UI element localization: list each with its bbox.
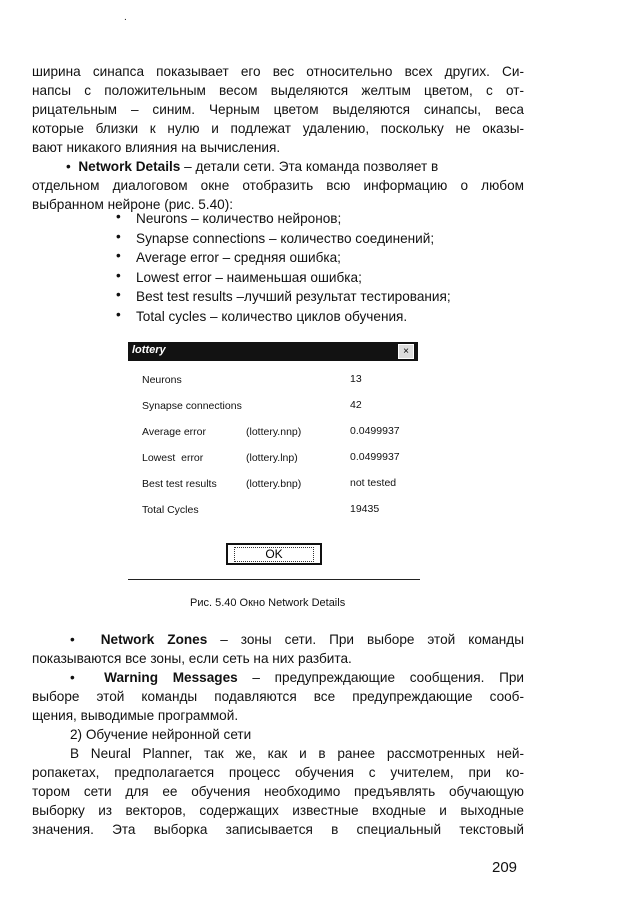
term-network-details: Network Details (78, 159, 181, 174)
best-test-results-label: Best test results (142, 478, 217, 490)
bullet-glyph: • (70, 632, 75, 647)
bullet-glyph: • (66, 159, 71, 174)
dialog-bottom-edge (128, 579, 420, 580)
bullet-warning-messages (70, 668, 524, 687)
bullet-dot: • (116, 268, 121, 283)
paragraph-line: тором сети для ее обучения необходимо предъявлять обучающую (32, 784, 524, 799)
bullet-network-details (66, 157, 438, 176)
term-description: – зоны сети. При выборе этой команды (207, 632, 524, 647)
ok-button-label: OK (234, 547, 313, 562)
network-details-dialog (128, 342, 420, 582)
neurons-label: Neurons (142, 374, 182, 386)
average-error-value: 0.0499937 (350, 425, 400, 437)
paragraph-line: рицательным – синим. Черным цветом выделяются синапсы, веса (32, 102, 524, 117)
paragraph-line: щения, выводимые программой. (32, 708, 239, 723)
paragraph-line: которые близки к нулю и подлежат удалению, поскольку не оказы- (32, 121, 524, 136)
section-heading: 2) Обучение нейронной сети (70, 727, 252, 742)
total-cycles-value: 19435 (350, 503, 380, 515)
list-item: Average error – средняя ошибка; (136, 250, 341, 265)
term-description: – детали сети. Эта команда позволяет в (180, 159, 439, 174)
paragraph-line: В Neural Planner, так же, как и в ранее рассмотренных ней- (70, 746, 524, 761)
scan-mark: . (124, 12, 127, 23)
bullet-dot: • (116, 209, 121, 224)
paragraph-line: выбранном нейроне (рис. 5.40): (32, 197, 234, 212)
lowest-error-label: Lowest error (142, 452, 204, 464)
dialog-title-bar (128, 342, 418, 361)
average-error-label: Average error (142, 426, 207, 438)
bullet-dot: • (116, 229, 121, 244)
lowest-error-file: (lottery.lnp) (246, 452, 298, 464)
paragraph-line: ропакетах, предполагается процесс обучения с учителем, при ко- (32, 765, 524, 780)
paragraph-line: выборку из векторов, содержащих известные входные и выходные (32, 803, 524, 818)
list-item: Synapse connections – количество соединений; (136, 231, 435, 246)
bullet-dot: • (116, 248, 121, 263)
bullet-glyph: • (70, 670, 75, 685)
paragraph-line: вают никакого влияния на вычисления. (32, 140, 281, 155)
figure-caption: Рис. 5.40 Окно Network Details (190, 597, 346, 609)
best-test-results-file: (lottery.bnp) (246, 478, 302, 490)
paragraph-line: значения. Эта выборка записывается в специальный текстовый (32, 822, 524, 837)
term-description: – предупреждающие сообщения. При (237, 670, 524, 685)
list-item: Lowest error – наименьшая ошибка; (136, 270, 362, 285)
bullet-dot: • (116, 307, 121, 322)
paragraph-line: отдельном диалоговом окне отобразить всю информацию о любом (32, 178, 524, 193)
neurons-value: 13 (350, 373, 362, 385)
list-item: Best test results –лучший результат тестирования; (136, 289, 451, 304)
total-cycles-label: Total Cycles (142, 504, 199, 516)
paragraph-line: выборе этой команды подавляются все предупреждающие сооб- (32, 689, 524, 704)
dialog-title: lottery (132, 344, 166, 356)
average-error-file: (lottery.nnp) (246, 426, 302, 438)
bullet-dot: • (116, 287, 121, 302)
page-number: 209 (492, 859, 518, 876)
synapse-connections-value: 42 (350, 399, 362, 411)
paragraph-line: ширина синапса показывает его вес относительно всех других. Си- (32, 64, 524, 79)
term-warning-messages: Warning Messages (104, 670, 238, 685)
term-network-zones: Network Zones (100, 632, 208, 647)
lowest-error-value: 0.0499937 (350, 451, 400, 463)
list-item: Total cycles – количество циклов обучения. (136, 309, 408, 324)
synapse-connections-label: Synapse connections (142, 400, 242, 412)
ok-button[interactable] (226, 543, 322, 565)
paragraph-line: показываются все зоны, если сеть на них разбита. (32, 651, 352, 666)
paragraph-line: напсы с положительным весом выделяются желтым цветом, с от- (32, 83, 524, 98)
close-icon[interactable]: × (398, 344, 414, 359)
bullet-network-zones (70, 630, 524, 649)
best-test-results-value: not tested (350, 477, 397, 489)
list-item: Neurons – количество нейронов; (136, 211, 342, 226)
